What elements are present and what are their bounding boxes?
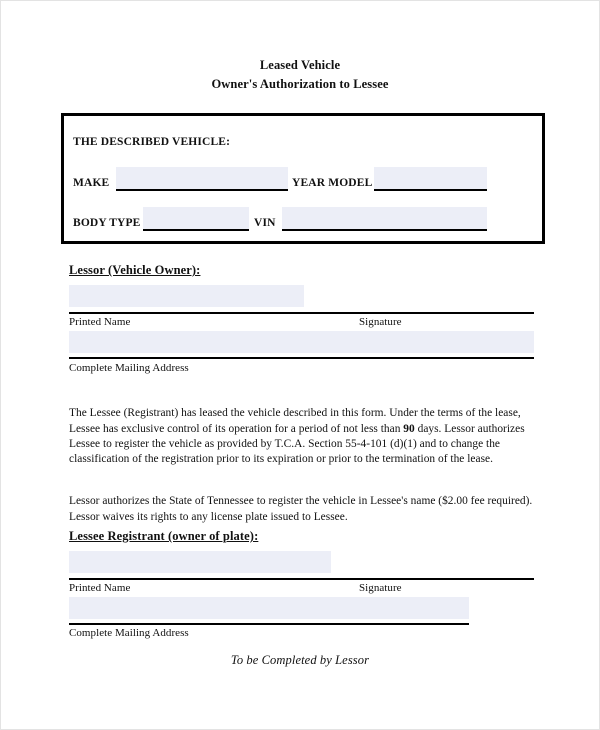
lessee-address-input[interactable] <box>69 597 469 619</box>
lessor-address-rule <box>69 357 534 359</box>
described-vehicle-box <box>61 113 545 244</box>
lessor-signature-caption: Signature <box>359 316 402 328</box>
title-line-1: Leased Vehicle <box>259 58 341 72</box>
lessor-address-input[interactable] <box>69 331 534 353</box>
lessor-address-caption: Complete Mailing Address <box>69 362 189 374</box>
make-input[interactable] <box>116 167 288 191</box>
lease-terms-text-part-2: days. Lessor authorizes Lessee to register the vehicle as provided by T.C.A. Section 55-4-101 (d)(1) and to change the classification of the registration prior to its expiration or prior to the termination of the lease. <box>69 422 525 465</box>
lessee-section-heading: Lessee Registrant (owner of plate): <box>69 529 259 543</box>
vin-input[interactable] <box>282 207 487 231</box>
year-model-label: YEAR MODEL <box>292 177 373 189</box>
state-authorization-paragraph: Lessor authorizes the State of Tennessee to register the vehicle in Lessee's name ($2.00 fee required). Lessor waives its rights to any license plate issued to Lessee. <box>69 495 533 523</box>
lessee-address-caption: Complete Mailing Address <box>69 627 189 639</box>
lessee-printed-name-caption: Printed Name <box>69 582 131 594</box>
lessor-printed-name-input[interactable] <box>69 285 304 307</box>
vin-label: VIN <box>254 217 276 229</box>
lease-terms-text-part-1: The Lessee (Registrant) has leased the vehicle described in this form. Under the terms of the lease, Lessee has exclusive control of its operation for a period of not less than <box>69 407 521 435</box>
body-type-label: BODY TYPE <box>73 217 141 229</box>
lessor-section-heading: Lessor (Vehicle Owner): <box>69 263 201 277</box>
make-label: MAKE <box>73 177 110 189</box>
year-model-input[interactable] <box>374 167 487 191</box>
body-type-input[interactable] <box>143 207 249 231</box>
lessee-printed-name-input[interactable] <box>69 551 331 573</box>
lessee-name-signature-rule <box>69 578 534 580</box>
lease-terms-days-emphasis: 90 <box>403 422 415 435</box>
lease-terms-paragraph <box>69 406 537 467</box>
lessor-printed-name-caption: Printed Name <box>69 316 131 328</box>
lessee-address-rule <box>69 623 469 625</box>
vehicle-row-make-year <box>64 165 542 191</box>
footer-note: To be Completed by Lessor <box>230 653 370 667</box>
lessor-name-signature-rule <box>69 312 534 314</box>
described-vehicle-heading: THE DESCRIBED VEHICLE: <box>73 136 231 148</box>
lessee-signature-caption: Signature <box>359 582 402 594</box>
page-title <box>1 1 599 94</box>
title-line-2: Owner's Authorization to Lessee <box>211 77 389 91</box>
vehicle-row-bodytype-vin <box>64 205 542 231</box>
